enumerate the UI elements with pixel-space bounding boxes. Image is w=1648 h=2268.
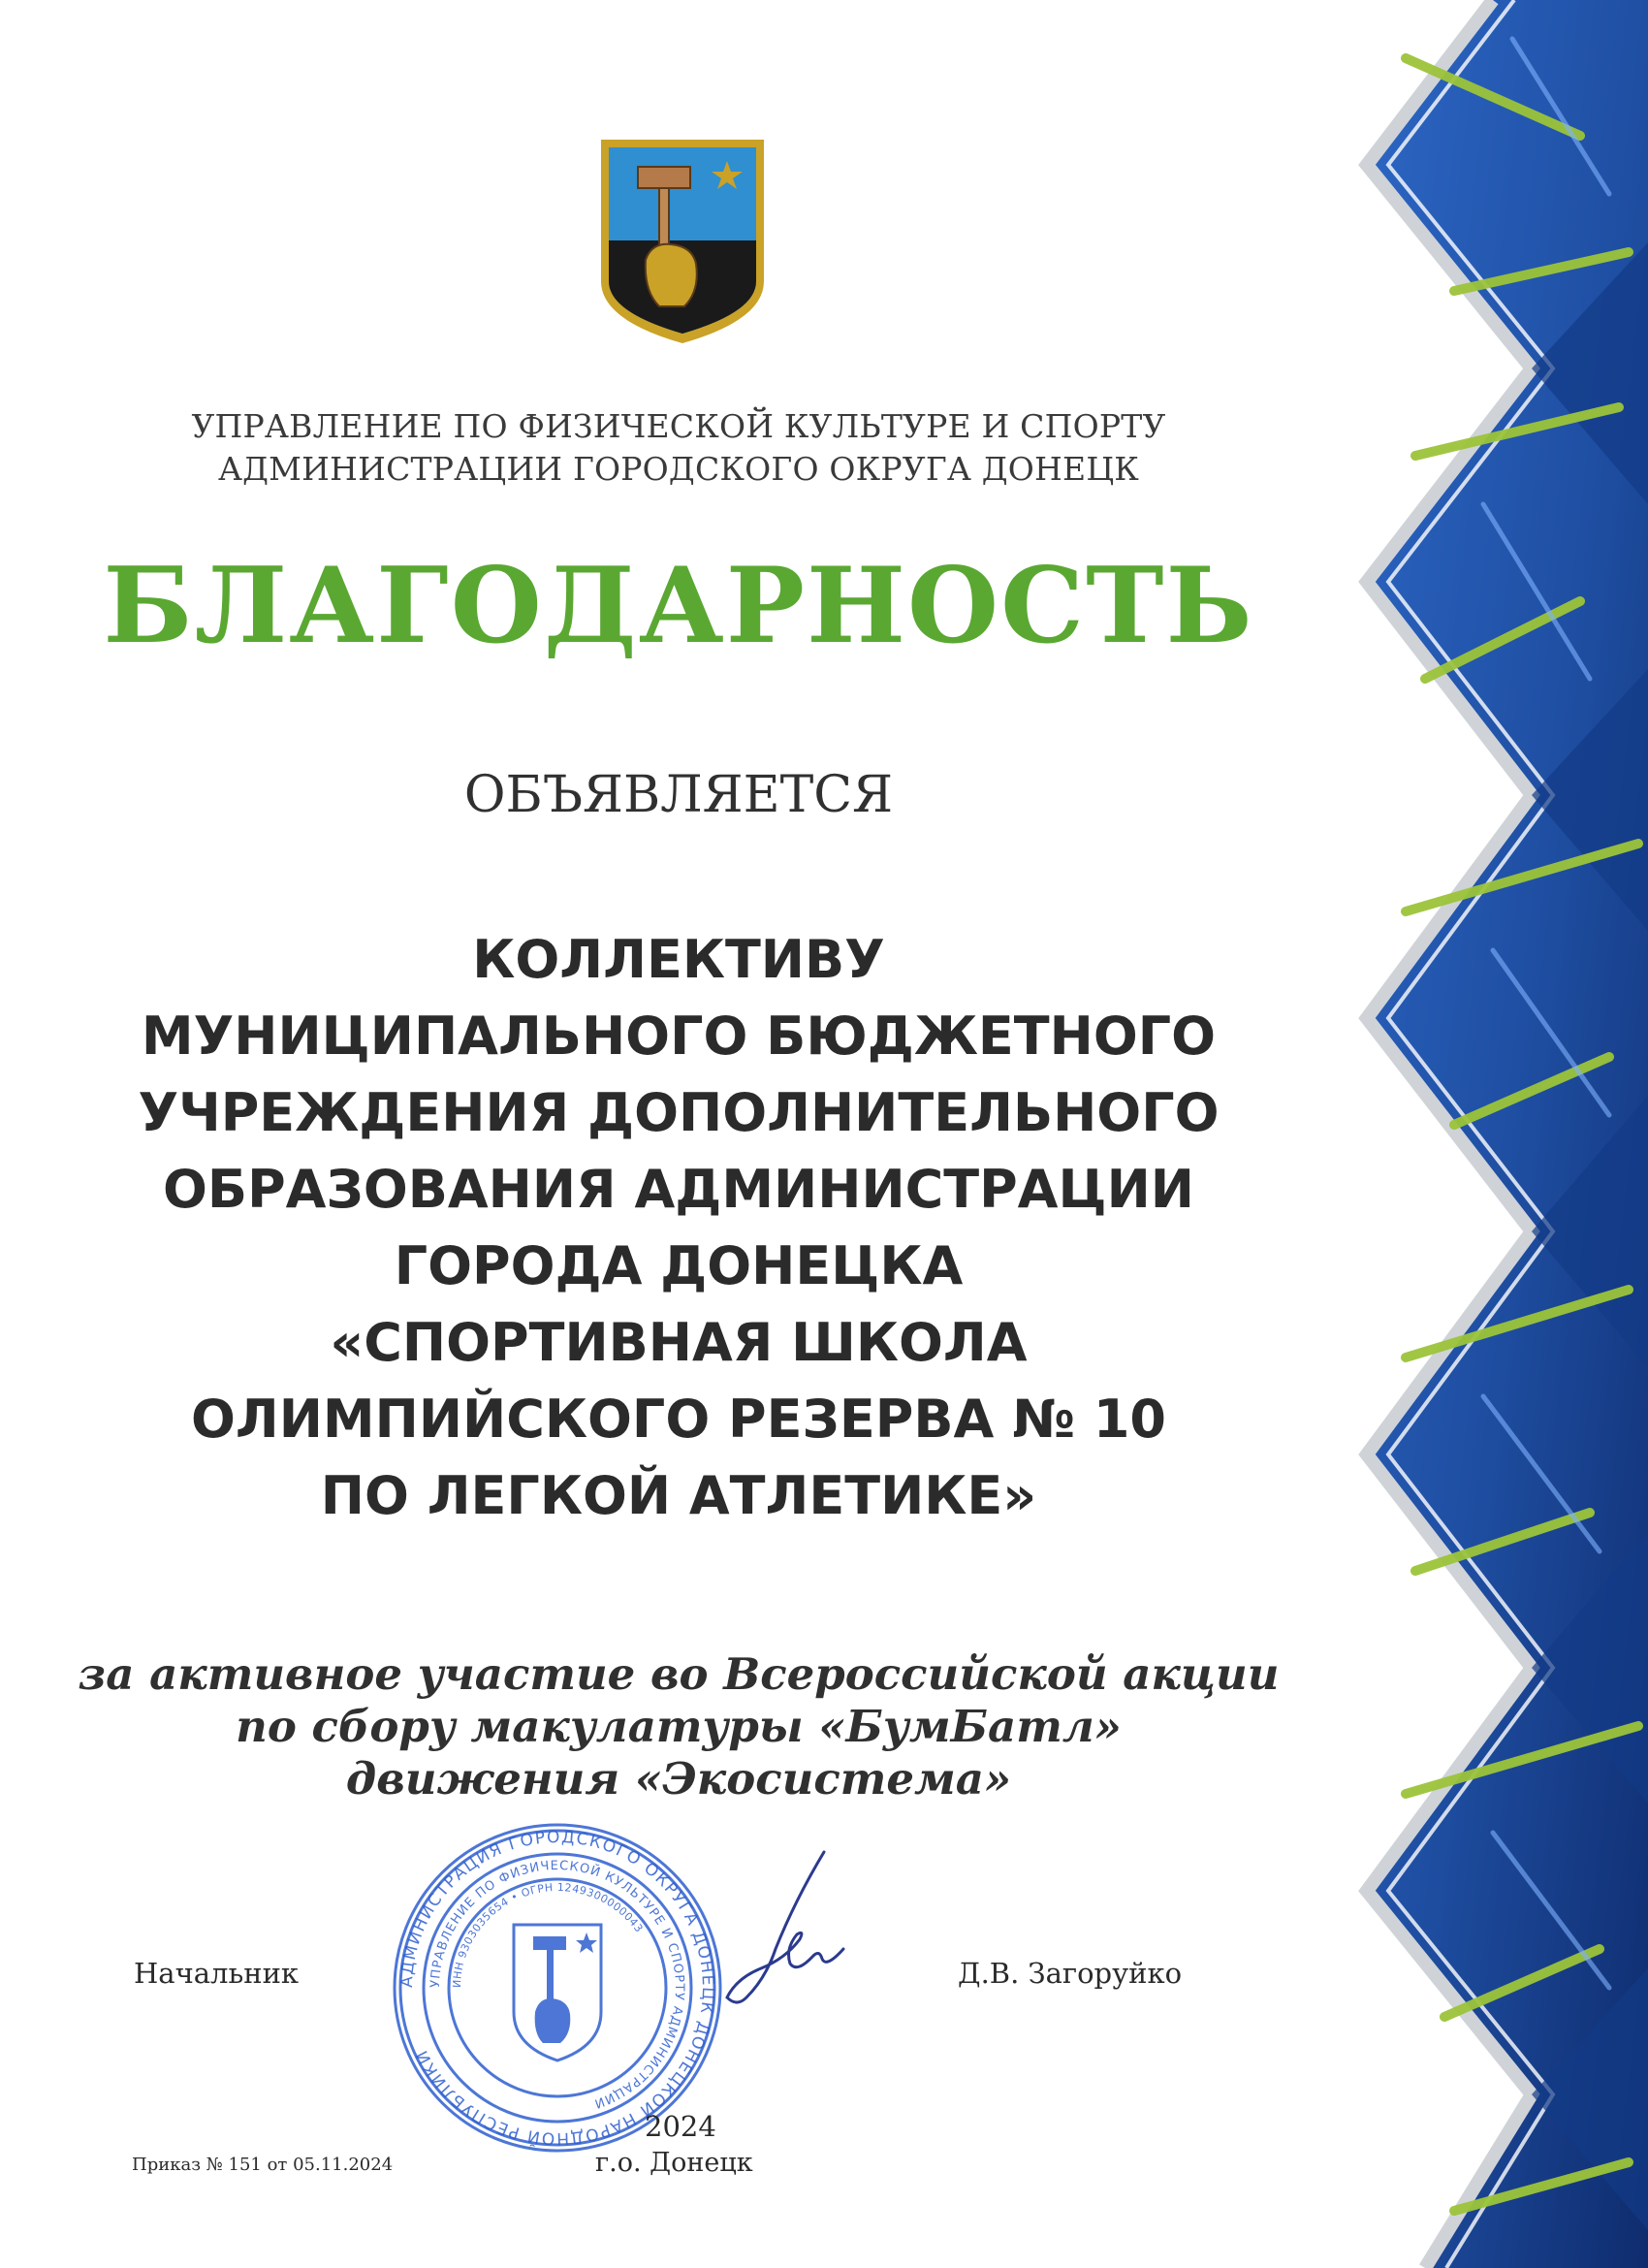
- reason-block: [78, 1648, 1280, 1805]
- announce-text: ОБЪЯВЛЯЕТСЯ: [463, 766, 894, 824]
- organization-header: [78, 405, 1280, 491]
- recipient-line: УЧРЕЖДЕНИЯ ДОПОЛНИТЕЛЬНОГО: [138, 1082, 1220, 1143]
- issue-year: 2024: [645, 2110, 716, 2143]
- stamp-outer-text: АДМИНИСТРАЦИЯ ГОРОДСКОГО ОКРУГА ДОНЕЦК ДОНЕЦКОЙ НАРОДНОЙ РЕСПУБЛИКИ: [396, 1827, 718, 2149]
- recipient-line: ОБРАЗОВАНИЯ АДМИНИСТРАЦИИ: [163, 1159, 1194, 1220]
- reason-line: по сбору макулатуры «БумБатл»: [236, 1701, 1122, 1752]
- issue-city: г.о. Донецк: [595, 2148, 753, 2178]
- handwritten-signature-icon: [708, 1842, 853, 2027]
- recipient-block: [78, 921, 1280, 1534]
- certificate-title: БЛАГОДАРНОСТЬ: [103, 545, 1254, 667]
- org-line-2: АДМИНИСТРАЦИИ ГОРОДСКОГО ОКРУГА ДОНЕЦК: [217, 450, 1140, 488]
- recipient-line: ГОРОДА ДОНЕЦКА: [394, 1235, 964, 1296]
- signer-name: Д.В. Загоруйко: [958, 1957, 1183, 1990]
- org-line-1: УПРАВЛЕНИЕ ПО ФИЗИЧЕСКОЙ КУЛЬТУРЕ И СПОРТУ: [191, 407, 1166, 445]
- svg-text:АДМИНИСТРАЦИЯ ГОРОДСКОГО ОКРУГ: [397, 1828, 717, 2149]
- reason-line: за активное участие во Всероссийской акции: [78, 1648, 1280, 1700]
- stamp-inner-text: УПРАВЛЕНИЕ ПО ФИЗИЧЕСКОЙ КУЛЬТУРЕ И СПОРТУ АДМИНИСТРАЦИИ: [428, 1858, 687, 2111]
- donetsk-coat-of-arms-icon: [595, 136, 770, 347]
- recipient-line: МУНИЦИПАЛЬНОГО БЮДЖЕТНОГО: [141, 1006, 1217, 1067]
- stamp-id-text: ИНН 9303035654 • ОГРН 1249300000043: [450, 1880, 646, 1989]
- recipient-line: КОЛЛЕКТИВУ: [472, 929, 885, 990]
- decorative-border: [1260, 0, 1648, 2268]
- official-seal-icon: [388, 1818, 727, 2157]
- recipient-line: ПО ЛЕГКОЙ АТЛЕТИКЕ»: [320, 1465, 1037, 1526]
- recipient-line: «СПОРТИВНАЯ ШКОЛА: [330, 1312, 1028, 1373]
- recipient-line: ОЛИМПИЙСКОГО РЕЗЕРВА № 10: [190, 1389, 1166, 1450]
- svg-text:УПРАВЛЕНИЕ ПО ФИЗИЧЕСКОЙ КУЛЬТ: [428, 1859, 686, 2111]
- signer-position: Начальник: [134, 1957, 300, 1990]
- order-reference: Приказ № 151 от 05.11.2024: [132, 2155, 394, 2175]
- reason-line: движения «Экосистема»: [345, 1753, 1012, 1805]
